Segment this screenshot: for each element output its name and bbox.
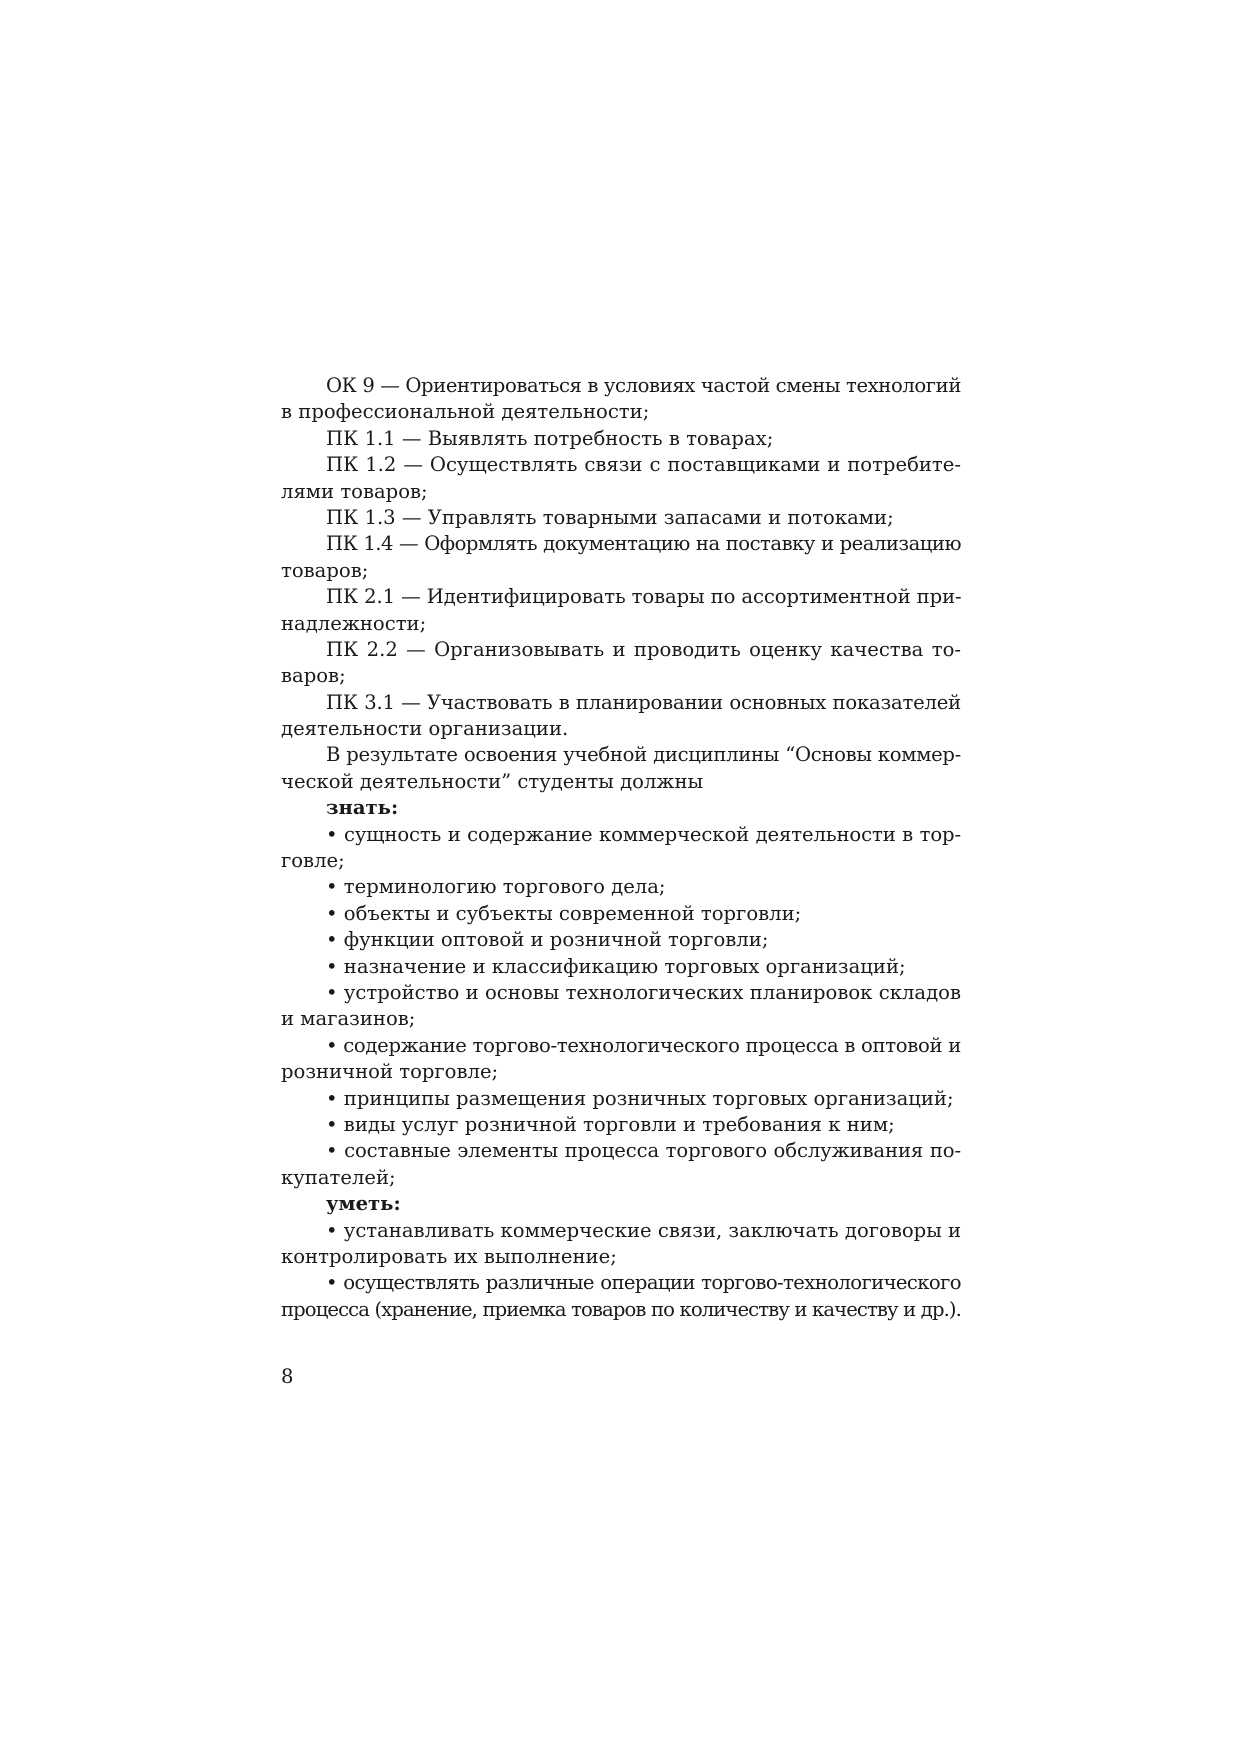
text-line: ПК 1.2 — Осуществлять связи с поставщиками и потребите- <box>326 453 961 477</box>
body-text <box>281 373 961 1323</box>
text-line: лями товаров; <box>281 479 428 503</box>
text-line: купателей; <box>281 1165 396 1189</box>
text-line: деятельности организации. <box>281 717 569 741</box>
bullet-item: • составные элементы процесса торгового обслуживания по- <box>326 1139 961 1163</box>
bullet-item: • функции оптовой и розничной торговли; <box>326 928 769 952</box>
text-line: розничной торговле; <box>281 1060 499 1084</box>
text-line: ческой деятельности” студенты должны <box>281 769 704 793</box>
text-line: ПК 3.1 — Участвовать в планировании основных показателей <box>326 690 961 714</box>
text-line: варов; <box>281 664 346 688</box>
bullet-item: • объекты и субъекты современной торговли; <box>326 901 802 925</box>
text-line: и магазинов; <box>281 1007 416 1031</box>
section-heading-can: уметь: <box>326 1192 401 1216</box>
text-line: говле; <box>281 849 345 873</box>
text-line: ОК 9 — Ориентироваться в условиях частой смены технологий <box>326 374 961 397</box>
bullet-item: • терминологию торгового дела; <box>326 875 666 899</box>
bullet-item: • принципы размещения розничных торговых организаций; <box>326 1086 954 1110</box>
text-line: в профессиональной деятельности; <box>281 400 650 424</box>
text-line: ПК 1.3 — Управлять товарными запасами и потоками; <box>326 505 894 529</box>
bullet-item: • содержание торгово-технологического процесса в оптовой и <box>326 1033 961 1057</box>
bullet-item: • виды услуг розничной торговли и требования к ним; <box>326 1112 895 1136</box>
section-heading-know: знать: <box>326 796 399 820</box>
text-line: контролировать их выполнение; <box>281 1244 617 1268</box>
text-line: В результате освоения учебной дисциплины “Основы коммер- <box>326 743 961 767</box>
text-line: ПК 2.2 — Организовывать и проводить оценку качества то- <box>326 637 961 661</box>
text-line: ПК 1.1 — Выявлять потребность в товарах; <box>326 426 774 450</box>
bullet-item: • устанавливать коммерческие связи, заключать договоры и <box>326 1218 962 1242</box>
page-number: 8 <box>281 1365 294 1388</box>
bullet-item: • устройство и основы технологических планировок складов <box>326 980 961 1004</box>
text-line: ПК 1.4 — Оформлять документацию на поставку и реализацию <box>326 532 961 556</box>
bullet-item: • сущность и содержание коммерческой деятельности в тор- <box>326 822 961 846</box>
text-line: ПК 2.1 — Идентифицировать товары по ассортиментной при- <box>326 585 962 609</box>
text-line: надлежности; <box>281 611 427 635</box>
bullet-item: • осуществлять различные операции торгово-технологического <box>326 1271 961 1295</box>
text-line: процесса (хранение, приемка товаров по количеству и качеству и др.). <box>281 1297 961 1321</box>
text-line: товаров; <box>281 558 369 582</box>
bullet-item: • назначение и классификацию торговых организаций; <box>326 954 906 978</box>
